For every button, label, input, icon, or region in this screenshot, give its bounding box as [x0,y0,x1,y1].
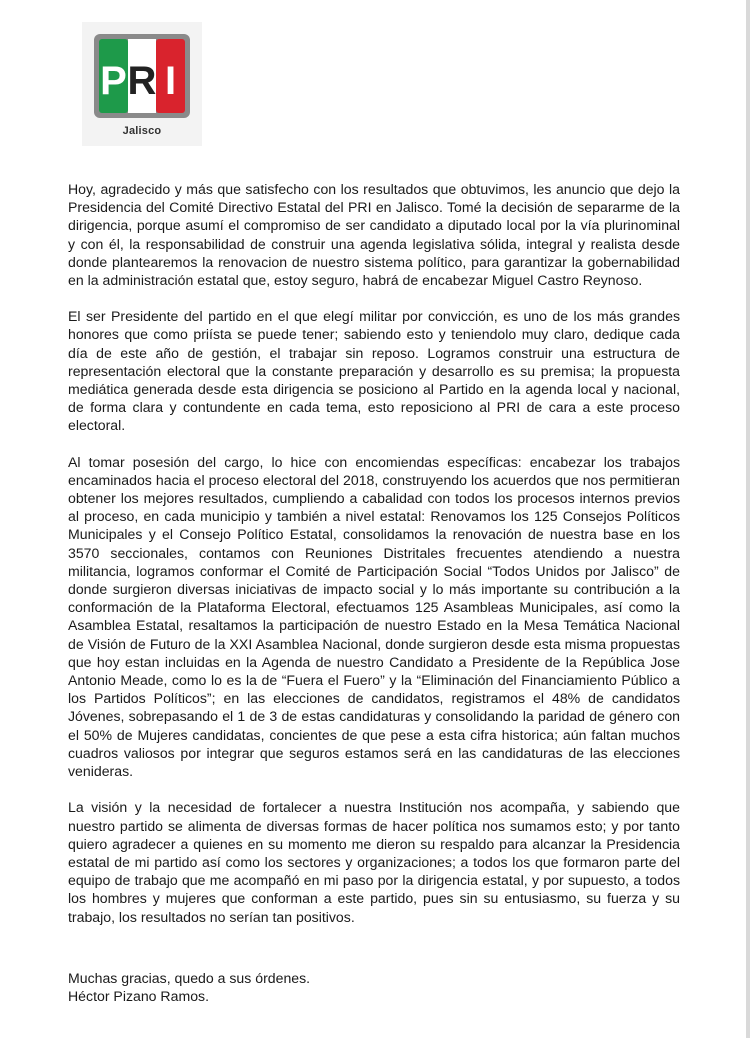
paragraph-1: Hoy, agradecido y más que satisfecho con los resultados que obtuvimos, les anuncio que dejo la Presidencia del Comité Directivo Estatal del PRI en Jalisco. Tomé la decisión de separarme de la dirigencia, porque asumí el compromiso de ser candidato a diputado local por la vía plurinominal y con él, la responsabilidad de construir una agenda legislativa sólida, integral y realista desde donde plantearemos la renovacion de nuestro sistema político, para garantizar la gobernabilidad en la administración estatal que, estoy seguro, habrá de encabezar Miguel Castro Reynoso. [68,181,680,289]
letter-body [68,180,680,944]
paragraph-4: La visión y la necesidad de fortalecer a nuestra Institución nos acompaña, y sabiendo que nuestro partido se alimenta de diversas formas de hacer política nos sumamos esto; y por tanto quiero agradecer a quienes en su momento me dieron su respaldo para alcanzar la Presidencia estatal de mi partido así como los sectores y organizaciones; a todos los que formaron parte del equipo de trabajo que me acompañó en mi paso por la dirigencia estatal, y por supuesto, a todos los hombres y mujeres que conforman a este partido, pues sin su entusiasmo, su fuerza y su trabajo, los resultados no serían tan positivos. [68,799,680,925]
letter-closing [68,969,680,1005]
signature-name: Héctor Pizano Ramos. [68,988,209,1005]
logo-letter-r: R [127,59,157,103]
paragraph-3: Al tomar posesión del cargo, lo hice con encomiendas específicas: encabezar los trabajos encaminados hacia el proceso electoral del 2018, construyendo los acuerdos que nos permitieran obtener los mejores resultados, cumpliendo a cabalidad con todos los procesos internos previos al proceso, en cada municipio y también a nivel estatal: Renovamos los 125 Consejos Políticos Municipales y el Consejo Político Estatal, consolidamos la renovación de nuestra base en los 3570 seccionales, contamos con Reuniones Distritales frecuentes atendiendo a nuestra militancia, logramos conformar el Comité de Participación Social “Todos Unidos por Jalisco” de donde surgieron diversas iniciativas de impacto social y lo más importante su contribución a la conformación de la Plataforma Electoral, efectuamos 125 Asambleas Municipales, así como la Asamblea Estatal, resaltamos la participación de nuestro Estado en la Mesa Temática Nacional de Visión de Futuro de la XXI Asamblea Nacional, donde surgieron desde esta misma propuestas que hoy estan incluidas en la Agenda de nuestro Candidato a Presidente de la República Jose Antonio Meade, como lo es la de “Fuera el Fuero” y la “Eliminación del Financiamiento Público a los Partidos Políticos”; en las elecciones de candidatos, registramos el 48% de candidatos Jóvenes, sobrepasando el 1 de 3 de estas candidaturas y consolidando la paridad de género con el 50% de Mujeres candidatas, concientes de que pese a esta cifra historica; aún faltan muchos cuadros valiosos por integrar que seguros estamos será en las candidaturas de las elecciones venideras. [68,453,680,780]
page-edge [746,0,750,1038]
closing-thanks: Muchas gracias, quedo a sus órdenes. [68,970,311,986]
paragraph-2: El ser Presidente del partido en el que elegí militar por convicción, es uno de los más grandes honores que como priísta se puede tener; sabiendo esto y teniendolo muy claro, dedique cada día de este año de gestión, el trabajar sin reposo. Logramos construir una estructura de representación electoral que la constante preparación y desarrollo es su premisa; la propuesta mediática generada desde esta dirigencia se posiciono al Partido en la agenda local y nacional, de forma clara y contundente en cada tema, esto reposiciono al PRI de cara a este proceso electoral. [68,308,680,434]
logo-caption: Jalisco [122,125,162,137]
logo-letter-p: P [100,59,127,103]
logo-letter-i: I [164,59,177,103]
pri-jalisco-logo [82,22,202,146]
